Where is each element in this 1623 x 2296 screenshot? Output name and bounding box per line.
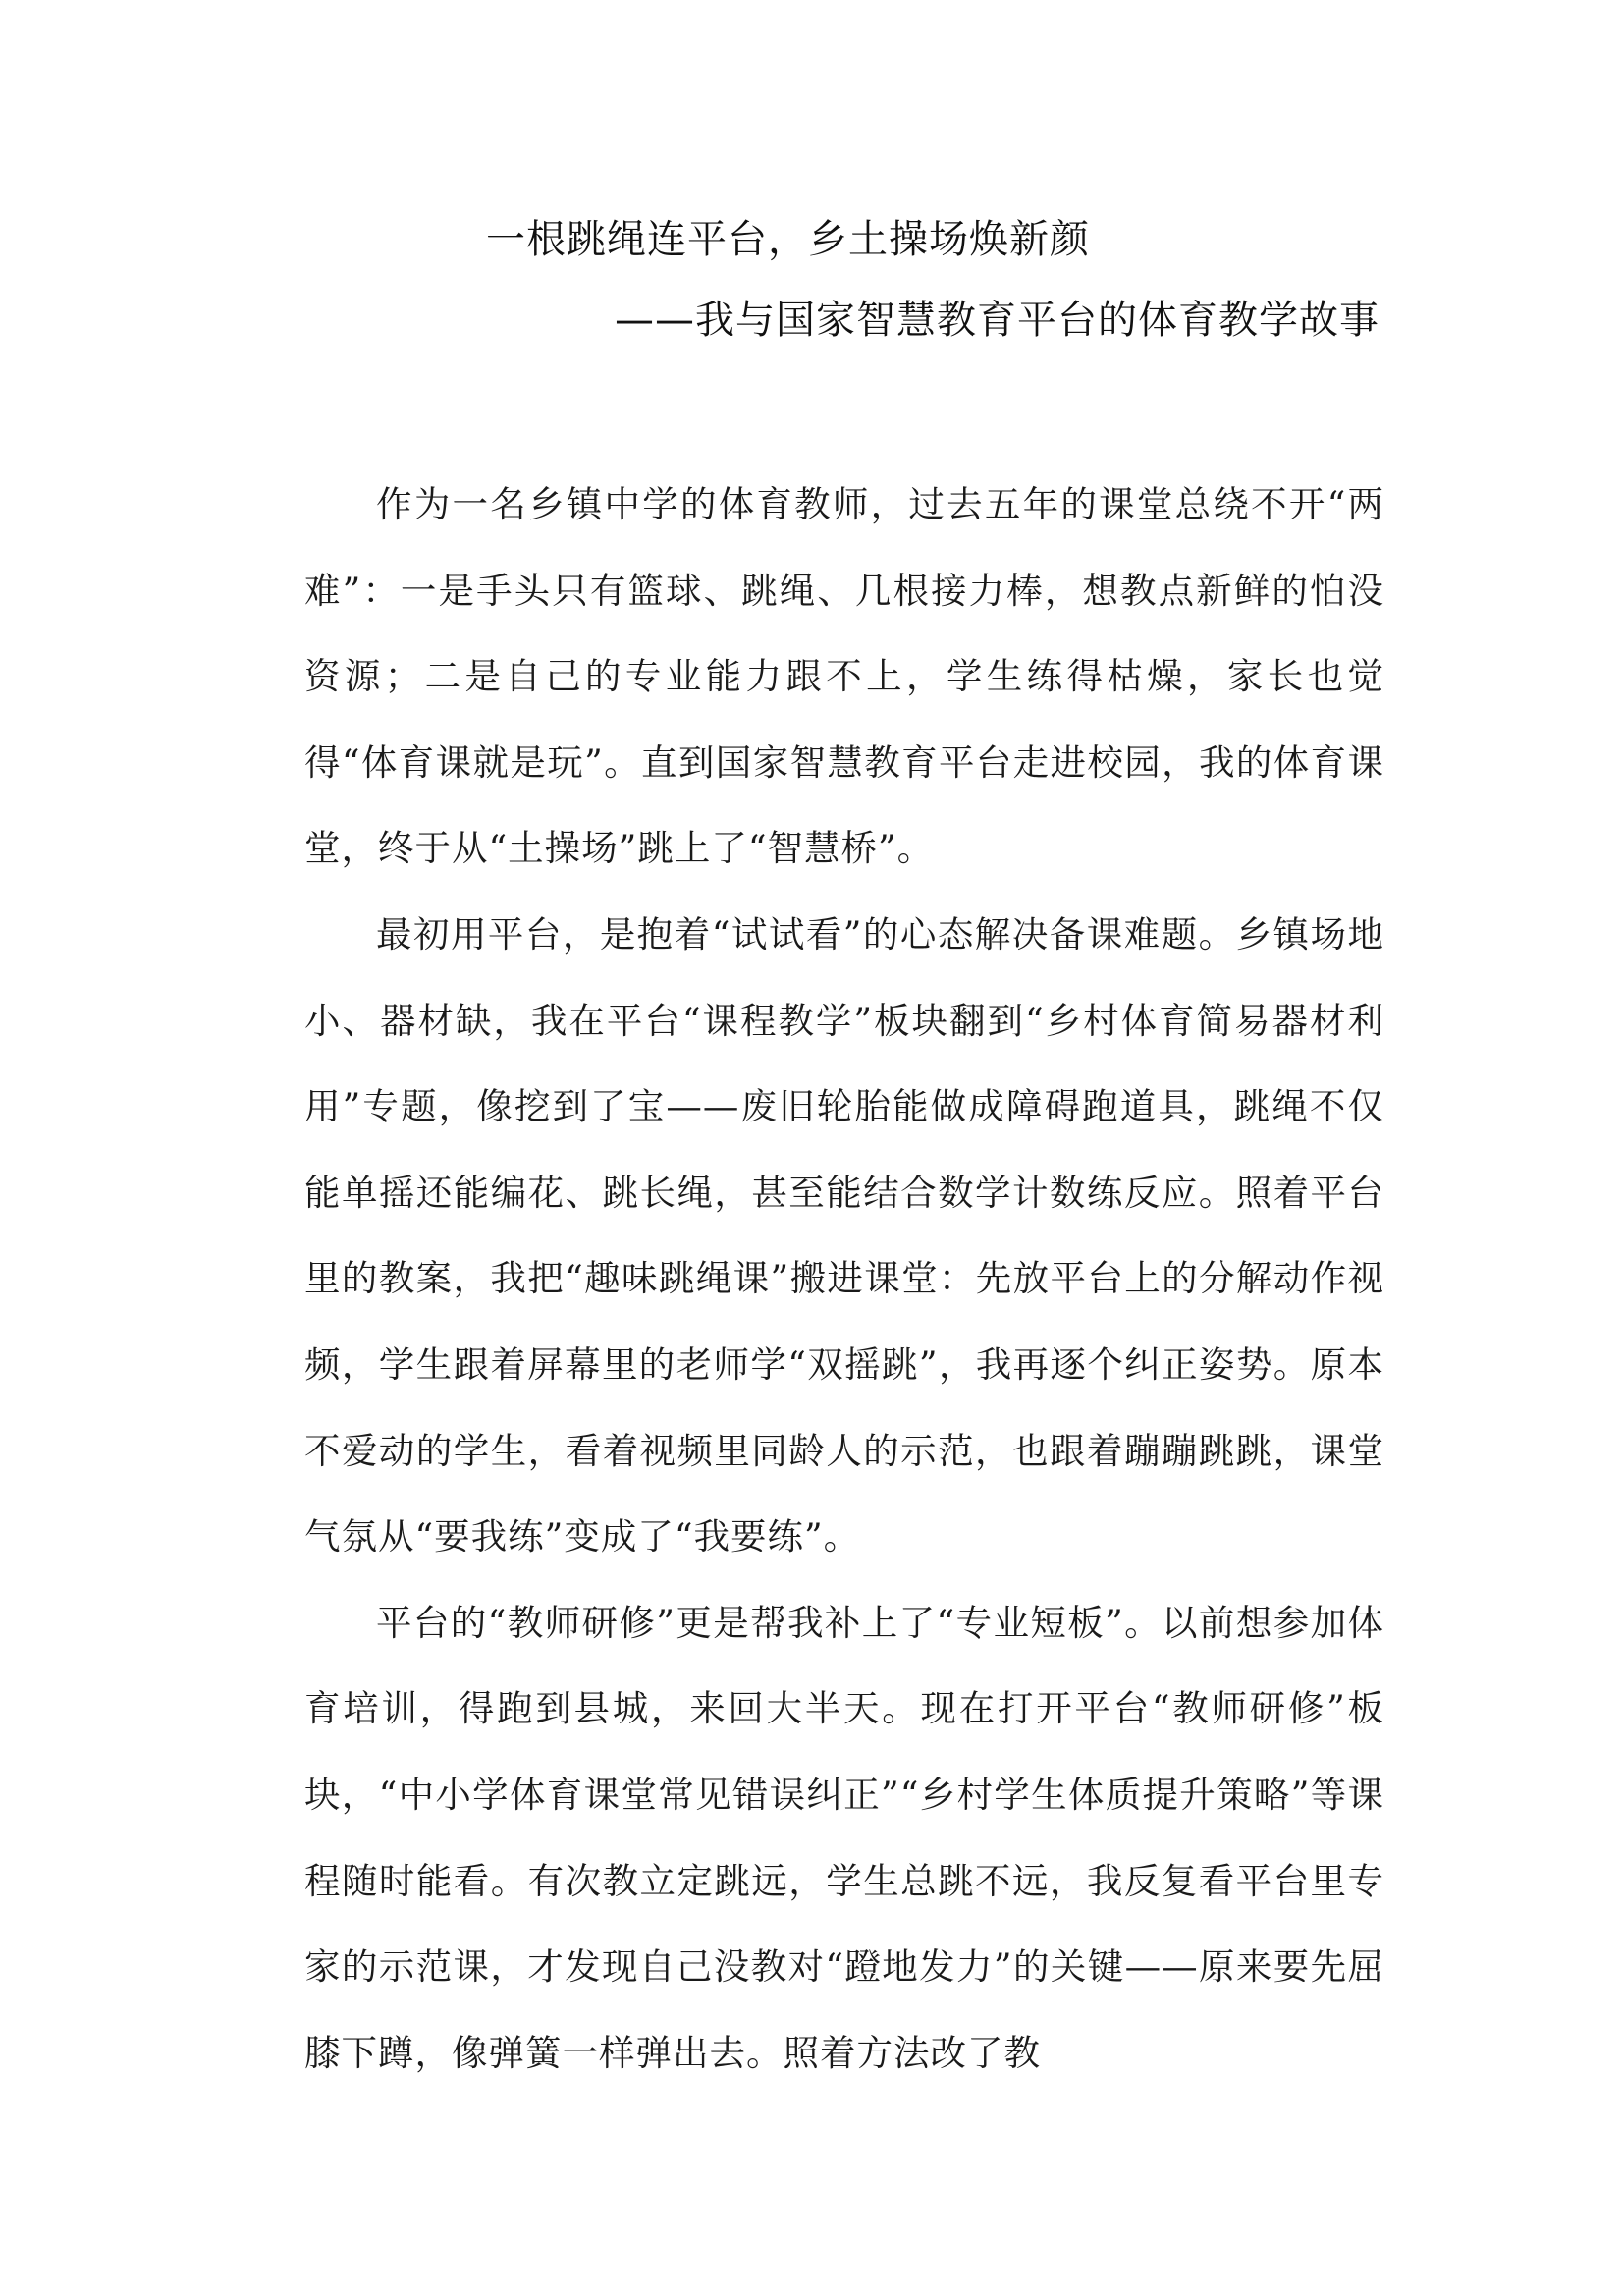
- paragraph: 平台的“教师研修”更是帮我补上了“专业短板”。以前想参加体育培训，得跑到县城，来回大半天。现在打开平台“教师研修”板块，“中小学体育课堂常见错误纠正”“乡村学生体质提升策略”等课程随时能看。有次教立定跳远，学生总跳不远，我反复看平台里专家的示范课，才发现自己没教对“蹬地发力”的关键——原来要先屈膝下蹲，像弹簧一样弹出去。照着方法改了教: [304, 1601, 1384, 2074]
- document-body: [304, 462, 1384, 2096]
- paragraph: 最初用平台，是抱着“试试看”的心态解决备课难题。乡镇场地小、器材缺，我在平台“课程教学”板块翻到“乡村体育简易器材利用”专题，像挖到了宝——废旧轮胎能做成障碍跑道具，跳绳不仅能单摇还能编花、跳长绳，甚至能结合数学计数练反应。照着平台里的教案，我把“趣味跳绳课”搬进课堂：先放平台上的分解动作视频，学生跟着屏幕里的老师学“双摇跳”，我再逐个纠正姿势。原本不爱动的学生，看着视频里同龄人的示范，也跟着蹦蹦跳跳，课堂气氛从“要我练”变成了“我要练”。: [304, 912, 1384, 1558]
- document-subtitle: ——我与国家智慧教育平台的体育教学故事: [615, 298, 1380, 343]
- document-title: 一根跳绳连平台，乡土操场焕新颜: [486, 217, 1090, 262]
- paragraph: 作为一名乡镇中学的体育教师，过去五年的课堂总绕不开“两难”：一是手头只有篮球、跳绳、几根接力棒，想教点新鲜的怕没资源；二是自己的专业能力跟不上，学生练得枯燥，家长也觉得“体育课就是玩”。直到国家智慧教育平台走进校园，我的体育课堂，终于从“土操场”跳上了“智慧桥”。: [304, 483, 1384, 870]
